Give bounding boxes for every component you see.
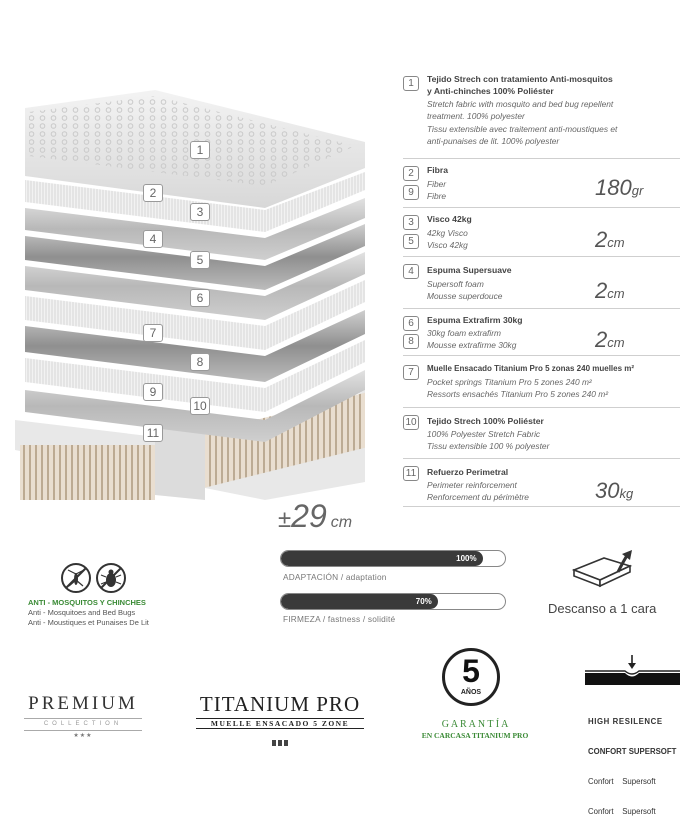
anti-mosquito-icon	[60, 562, 92, 594]
spec-value: 180gr	[595, 175, 644, 200]
spec-item-3	[403, 211, 680, 257]
mattress-height: ±29 cm	[278, 498, 353, 534]
premium-stars: ★★★	[73, 733, 93, 739]
spec-desc: treatment. 100% polyester	[427, 111, 525, 121]
spec-desc: Tissu extensible 100 % polyester	[427, 441, 550, 451]
layer-label-9: 9	[143, 383, 163, 401]
layer-label-7: 7	[143, 324, 163, 342]
layer-label-5: 5	[190, 251, 210, 269]
spec-desc: 100% Polyester Stretch Fabric	[427, 429, 541, 439]
spec-number: 6	[403, 316, 419, 331]
spec-number: 5	[403, 234, 419, 249]
spec-item-1	[403, 72, 680, 159]
spec-title: Fibra	[427, 165, 449, 175]
spec-number: 7	[403, 365, 419, 380]
spec-title-line2: y Anti-chinches 100% Poliéster	[427, 86, 554, 96]
high-resilence-icon	[585, 655, 680, 685]
one-side-mattress-icon	[570, 548, 640, 590]
spec-desc: Renforcement du périmètre	[427, 492, 529, 502]
spec-desc: Pocket springs Titanium Pro 5 zones 240 m²	[427, 377, 592, 387]
spec-desc: 30kg foam extrafirm	[427, 328, 502, 338]
titanium-pro-logo	[190, 692, 370, 751]
spec-item-6	[403, 359, 680, 408]
anti-mosquito-fr: Anti - Moustiques et Punaises De Lit	[28, 618, 149, 627]
spec-desc: Tissu extensible avec traitement anti-moustiques et	[427, 124, 618, 134]
layer-label-2: 2	[143, 184, 163, 202]
layer-label-8: 8	[190, 353, 210, 371]
firmness-bar-fill: 70%	[281, 594, 438, 609]
spec-number: 10	[403, 415, 419, 430]
spec-number: 2	[403, 166, 419, 181]
spec-item-8	[403, 462, 680, 507]
spec-desc: 42kg Visco	[427, 228, 468, 238]
layer-label-10: 10	[190, 397, 210, 415]
premium-logo	[18, 693, 148, 739]
spec-title: Espuma Extrafirm 30kg	[427, 315, 523, 325]
spec-title: Espuma Supersuave	[427, 265, 512, 275]
adaptation-label: ADAPTACIÓN / adaptation	[283, 572, 387, 582]
spec-desc: Stretch fabric with mosquito and bed bug repellent	[427, 99, 614, 109]
layer-label-6: 6	[190, 289, 210, 307]
spec-number: 11	[403, 466, 419, 481]
spec-title: Tejido Strech 100% Poliéster	[427, 416, 544, 426]
warranty-badge	[442, 648, 500, 706]
spec-number: 8	[403, 334, 419, 349]
spec-desc: anti-punaises de lit. 100% polyester	[427, 136, 560, 146]
spec-number: 3	[403, 215, 419, 230]
spec-item-5	[403, 312, 680, 356]
spec-item-2	[403, 162, 680, 208]
spec-title: Visco 42kg	[427, 214, 472, 224]
spec-title: Refuerzo Perimetral	[427, 467, 509, 477]
layer-label-4: 4	[143, 230, 163, 248]
spec-value: 2cm	[595, 278, 625, 303]
spec-desc: Visco 42kg	[427, 240, 468, 250]
spec-desc: Fiber	[427, 179, 447, 189]
spec-title: Muelle Ensacado Titanium Pro 5 zonas 240 muelles m²	[427, 364, 635, 373]
spec-desc: Perimeter reinforcement	[427, 480, 517, 490]
warranty-title: G A R A N T Í A	[441, 719, 509, 730]
high-resilence-text: HIGH RESILENCE CONFORT SUPERSOFT Confort Supersoft Confort Supersoft	[588, 717, 677, 816]
firmness-label: FIRMEZA / fastness / solidité	[283, 614, 396, 624]
spec-item-7	[403, 411, 680, 459]
anti-mosquito-en: Anti - Mosquitoes and Bed Bugs	[28, 608, 136, 617]
spec-value: 2cm	[595, 327, 625, 352]
spec-desc: Supersoft foam	[427, 279, 484, 289]
anti-mosquito-title: ANTI - MOSQUITOS Y CHINCHES	[28, 598, 146, 607]
spec-desc: Mousse superdouce	[427, 291, 503, 301]
spec-desc: Ressorts ensachés Titanium Pro 5 zones 240 m²	[427, 389, 608, 399]
layer-label-1: 1	[190, 141, 210, 159]
spec-item-4	[403, 260, 680, 309]
firmness-bar	[280, 593, 506, 610]
layer-label-11: 11	[143, 424, 163, 442]
spec-value: 30kg	[595, 478, 634, 503]
spec-number: 9	[403, 185, 419, 200]
titanium-pro-subtitle: MUELLE ENSACADO 5 ZONE	[196, 718, 364, 729]
spec-title: Tejido Strech con tratamiento Anti-mosquitos	[427, 74, 613, 84]
titanium-pro-bars	[190, 733, 370, 751]
anti-bedbug-icon	[95, 562, 127, 594]
spec-desc: Fibre	[427, 191, 447, 201]
premium-subtitle: COLLECTION	[43, 721, 123, 727]
layer-label-3: 3	[190, 203, 210, 221]
spec-value: 2cm	[595, 227, 625, 252]
spec-desc: Mousse extrafirme 30kg	[427, 340, 517, 350]
premium-title: PREMIUM	[28, 693, 138, 714]
titanium-pro-title: TITANIUM PRO	[199, 692, 361, 716]
spec-number: 4	[403, 264, 419, 279]
one-side-label: Descanso a 1 cara	[548, 601, 657, 616]
warranty-subtitle: EN CARCASA TITANIUM PRO	[421, 731, 529, 740]
adaptation-bar-fill: 100%	[281, 551, 483, 566]
adaptation-bar	[280, 550, 506, 567]
warranty-years-number: 5	[462, 653, 480, 689]
warranty-years-label: AÑOS	[460, 689, 482, 696]
spec-number: 1	[403, 76, 419, 91]
